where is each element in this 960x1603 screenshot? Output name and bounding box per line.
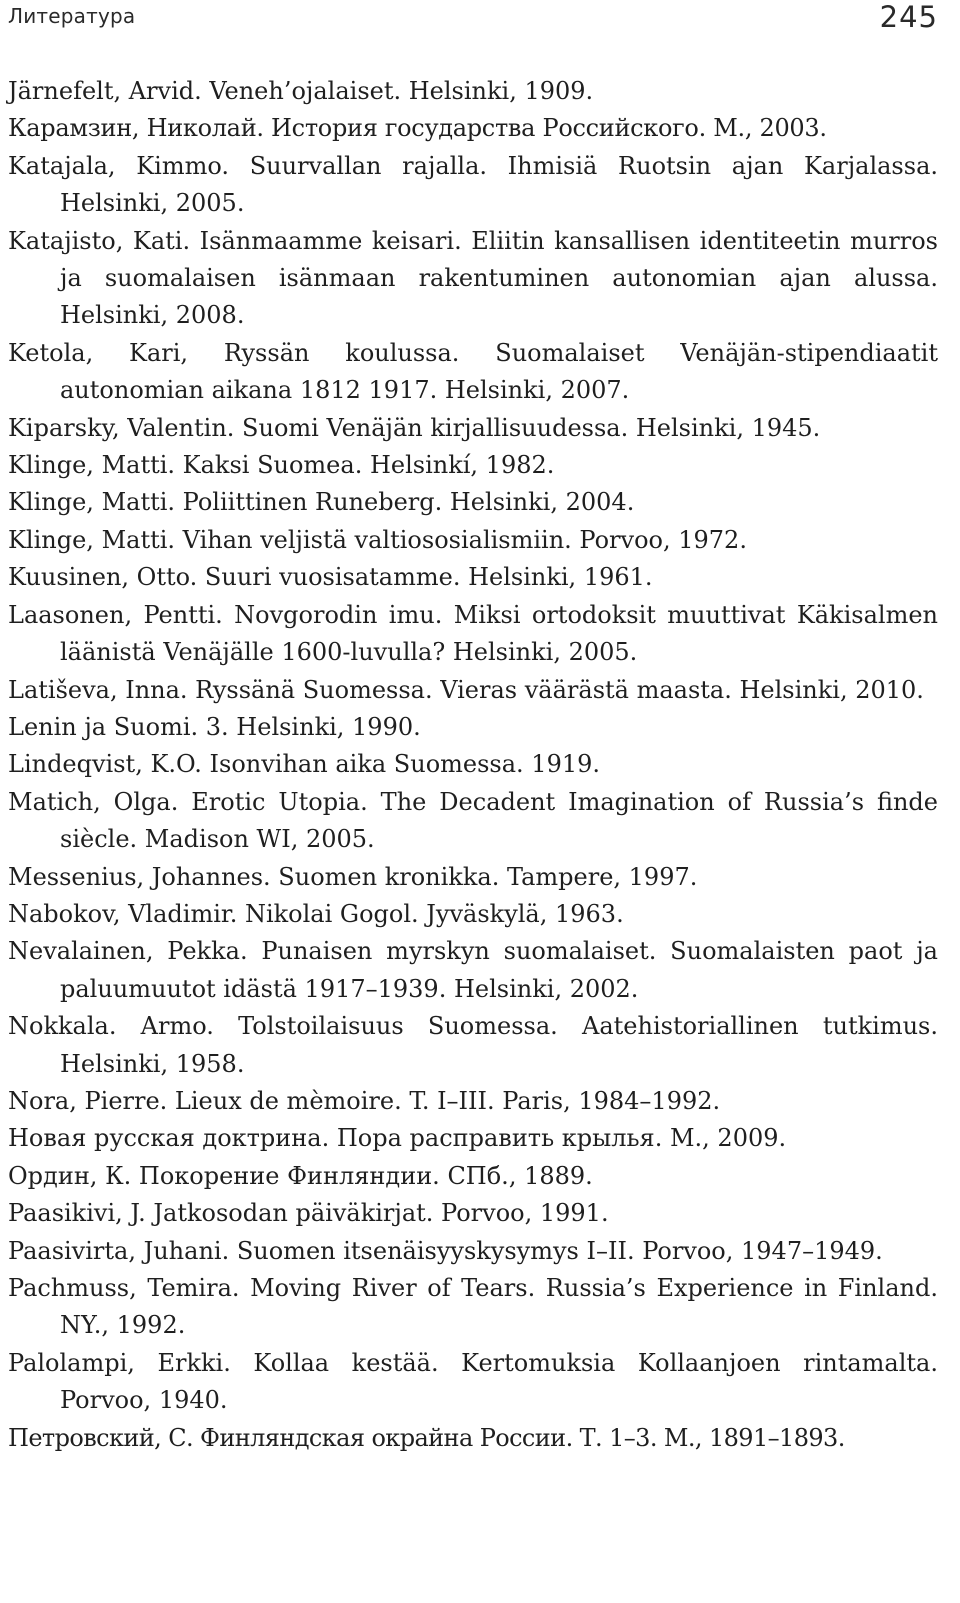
bibliography-entry: Klinge, Matti. Kaksi Suomea. Helsinkí, 1982. <box>8 451 555 480</box>
bibliography-list <box>8 73 938 1457</box>
bibliography-entry: Петровский, С. Финляндская окрайна России. Т. 1–3. М., 1891–1893. <box>8 1423 845 1452</box>
bibliography-entry: Nokkala. Armo. Tolstoilaisuus Suomessa. Aatehistoriallinen tutkimus. Helsinki, 1958. <box>8 1012 938 1078</box>
bibliography-entry: Klinge, Matti. Vihan veljistä valtiososialismiin. Porvoo, 1972. <box>8 525 747 554</box>
bibliography-entry: Latiševa, Inna. Ryssänä Suomessa. Vieras väärästä maasta. Helsinki, 2010. <box>8 675 924 704</box>
bibliography-entry: Paasikivi, J. Jatkosodan päiväkirjat. Porvoo, 1991. <box>8 1199 609 1228</box>
page-number: 245 <box>879 0 938 34</box>
running-header-title: Литература <box>8 4 136 28</box>
bibliography-entry: Messenius, Johannes. Suomen kronikka. Tampere, 1997. <box>8 862 698 891</box>
bibliography-entry: Laasonen, Pentti. Novgorodin imu. Miksi ortodoksit muuttivat Käkisalmen läänistä Venäjälle 1600-luvulla? Helsinki, 2005. <box>8 600 938 667</box>
page-header <box>8 0 938 40</box>
bibliography-entry: Katajala, Kimmo. Suurvallan rajalla. Ihmisiä Ruotsin ajan Karjalassa. Helsinki, 2005. <box>8 151 938 218</box>
bibliography-entry: Järnefelt, Arvid. Veneh’ojalaiset. Helsinki, 1909. <box>8 77 594 105</box>
bibliography-entry: Palolampi, Erkki. Kollaa kestää. Kertomuksia Kollaanjoen rintamalta. Porvoo, 1940. <box>8 1348 938 1415</box>
bibliography-entry: Matich, Olga. Erotic Utopia. The Decadent Imagination of Russia’s finde siècle. Madison WI, 2005. <box>8 787 938 854</box>
bibliography-entry: Nabokov, Vladimir. Nikolai Gogol. Jyväskylä, 1963. <box>8 899 624 928</box>
bibliography-entry: Новая русская доктрина. Пора расправить крылья. М., 2009. <box>8 1124 787 1153</box>
bibliography-entry: Nora, Pierre. Lieux de mèmoire. T. I–III. Paris, 1984–1992. <box>8 1086 721 1115</box>
bibliography-entry: Pachmuss, Temira. Moving River of Tears. Russia’s Experience in Finland. NY., 1992. <box>8 1274 938 1340</box>
bibliography-entry: Ketola, Kari, Ryssän koulussa. Suomalaiset Venäjän-stipendiaatit autonomian aikana 1812 1917. Helsinki, 2007. <box>8 338 938 405</box>
bibliography-entry: Klinge, Matti. Poliittinen Runeberg. Helsinki, 2004. <box>8 488 635 517</box>
bibliography-entry: Kiparsky, Valentin. Suomi Venäjän kirjallisuudessa. Helsinki, 1945. <box>8 413 821 442</box>
bibliography-entry: Nevalainen, Pekka. Punaisen myrskyn suomalaiset. Suomalaisten paot ja paluumuutot idästä 1917–1939. Helsinki, 2002. <box>8 937 938 1003</box>
bibliography-entry: Katajisto, Kati. Isänmaamme keisari. Eliitin kansallisen identiteetin murros ja suomalaisen isänmaan rakentuminen autonomian ajan alussa. Helsinki, 2008. <box>8 226 938 330</box>
bibliography-entry: Lindeqvist, K.O. Isonvihan aika Suomessa. 1919. <box>8 750 601 779</box>
bibliography-entry: Kuusinen, Otto. Suuri vuosisatamme. Helsinki, 1961. <box>8 563 653 592</box>
bibliography-entry: Paasivirta, Juhani. Suomen itsenäisyyskysymys I–II. Porvoo, 1947–1949. <box>8 1236 883 1265</box>
bibliography-entry: Ордин, К. Покорение Финляндии. СПб., 1889. <box>8 1161 593 1190</box>
bibliography-entry: Lenin ja Suomi. 3. Helsinki, 1990. <box>8 712 421 741</box>
bibliography-entry: Карамзин, Николай. История государства Российского. М., 2003. <box>8 114 827 143</box>
